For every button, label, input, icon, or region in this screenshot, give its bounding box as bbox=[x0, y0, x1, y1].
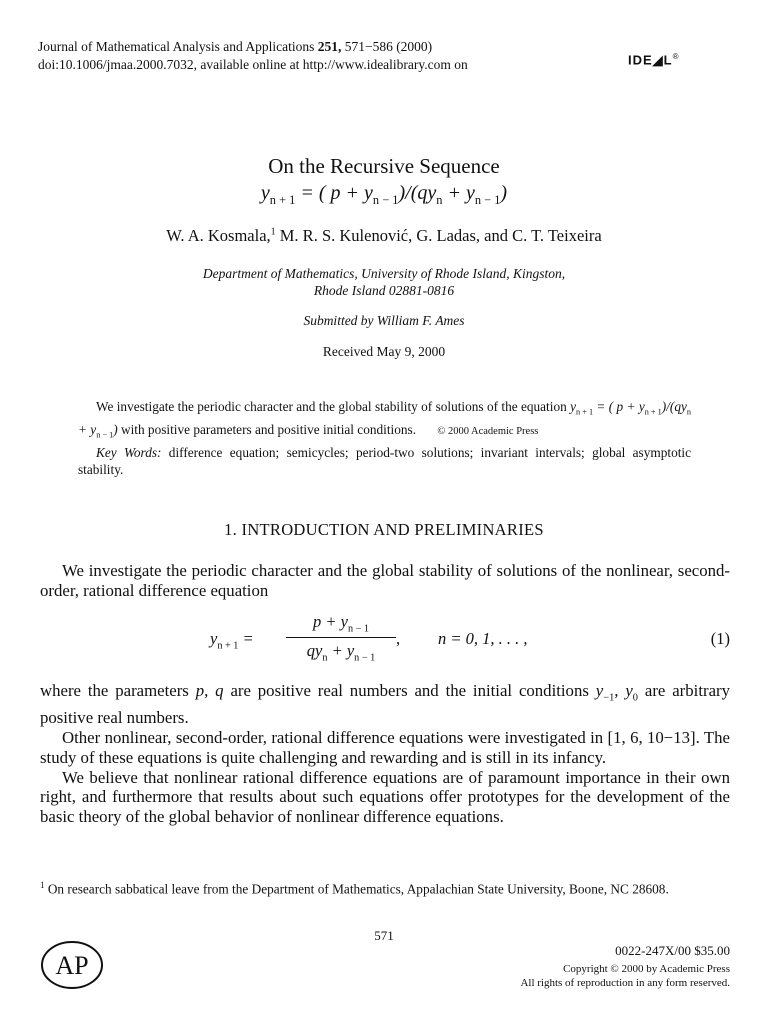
equation-fraction bbox=[286, 612, 396, 664]
abstract bbox=[78, 398, 691, 478]
equation-number: (1) bbox=[710, 629, 730, 648]
footnote-mark: 1 bbox=[40, 880, 45, 890]
abstract-equation: $y_{n + 1}$ = ( $p + y_{n + 1})/(qy_n + y_{n - 1})$ bbox=[78, 399, 692, 440]
body-paragraph-1 bbox=[40, 561, 730, 601]
body-paragraph-2 bbox=[40, 681, 730, 728]
author-footnote-mark: 1 bbox=[270, 226, 276, 238]
authors bbox=[0, 226, 768, 246]
author-rest: M. R. S. Kulenović, G. Ladas, and C. T. Teixeira bbox=[275, 226, 602, 245]
author-first: W. A. Kosmala, bbox=[166, 226, 271, 245]
affiliation-line2: Rhode Island 02881-0816 bbox=[313, 283, 455, 298]
paper-title: On the Recursive Sequence bbox=[268, 154, 500, 178]
affiliation-line1: Department of Mathematics, University of Rhode Island, Kingston, bbox=[202, 266, 566, 281]
doi-line: doi:10.1006/jmaa.2000.7032, available online at http://www.idealibrary.com on bbox=[38, 57, 468, 72]
equation-comma: , bbox=[396, 629, 401, 648]
param-pq: p, q bbox=[195, 681, 224, 700]
received-date: Received May 9, 2000 bbox=[322, 344, 446, 359]
initial-conditions: $y_{-1}$, $y_0$ bbox=[595, 681, 638, 704]
ideal-reg-mark: ® bbox=[672, 52, 680, 61]
equation-numerator: $p + y_{n - 1}$ bbox=[286, 612, 396, 638]
ideal-logo-text: IDE◢L bbox=[628, 52, 673, 68]
abstract-copyright: © 2000 Academic Press bbox=[437, 425, 539, 437]
equation-denominator: $qy_n + y_{n - 1}$ bbox=[306, 641, 376, 664]
display-equation bbox=[210, 612, 730, 668]
keywords-text: difference equation; semicycles; period-two solutions; invariant intervals; global asymptotic stability. bbox=[78, 444, 692, 477]
copyright-line: Copyright © 2000 by Academic Press bbox=[563, 963, 730, 975]
para1-text: We investigate the periodic character and the global stability of solutions of the nonlinear, second-order, rational difference equation bbox=[40, 561, 730, 600]
body-paragraph-3: Other nonlinear, second-order, rational difference equations were investigated in [1, 6, 10−13]. The study of these equations is quite challenging and rewarding and is still in its infancy. bbox=[40, 727, 730, 767]
section-heading: 1. INTRODUCTION AND PRELIMINARIES bbox=[224, 520, 544, 539]
title-equation: $y_{n + 1}$ = ( $p + y_{n - 1})/(qy_n + y_{n - 1})$ bbox=[260, 182, 508, 207]
equation-lhs: $y_{n + 1}$ = bbox=[210, 629, 254, 652]
abstract-text-b: with positive parameters and positive initial conditions. bbox=[120, 421, 417, 437]
affiliation bbox=[0, 265, 768, 299]
abstract-text bbox=[78, 398, 691, 444]
publication-code: 0022-247X/00 $35.00 bbox=[615, 943, 730, 958]
para2-a: where the parameters bbox=[40, 681, 189, 700]
submitted-by: Submitted by William F. Ames bbox=[303, 313, 465, 328]
journal-volume: 251, bbox=[317, 39, 342, 54]
ap-logo-text: AP bbox=[55, 951, 89, 980]
ideal-logo bbox=[628, 52, 680, 68]
page-number: 571 bbox=[374, 928, 394, 943]
para2-b: are positive real numbers and the initial conditions bbox=[230, 681, 589, 700]
equation-range: n = 0, 1, . . . , bbox=[438, 629, 528, 648]
footnote-text: On research sabbatical leave from the Department of Mathematics, Appalachian State University, Boone, NC 28608. bbox=[47, 881, 669, 897]
body-paragraphs bbox=[40, 681, 730, 827]
publisher-copyright bbox=[520, 962, 730, 990]
body-paragraph-4: We believe that nonlinear rational difference equations are of paramount importance in their own right, and furthermore that results about such equations offer prototypes for the development of the basic theory of the global behavior of nonlinear difference equations. bbox=[40, 767, 730, 827]
journal-name: Journal of Mathematical Analysis and Applications bbox=[38, 39, 315, 54]
para2-c: are arbitrary positive real numbers. bbox=[40, 681, 730, 728]
footnote bbox=[40, 876, 730, 898]
keywords-label: Key Words: bbox=[96, 444, 162, 460]
abstract-text-a: We investigate the periodic character and the global stability of solutions of the equation bbox=[96, 399, 567, 414]
journal-pages: 571−586 (2000) bbox=[344, 39, 433, 54]
academic-press-logo bbox=[40, 940, 104, 990]
journal-citation bbox=[38, 38, 432, 55]
rights-line: All rights of reproduction in any form reserved. bbox=[520, 977, 730, 989]
keywords bbox=[78, 444, 691, 478]
